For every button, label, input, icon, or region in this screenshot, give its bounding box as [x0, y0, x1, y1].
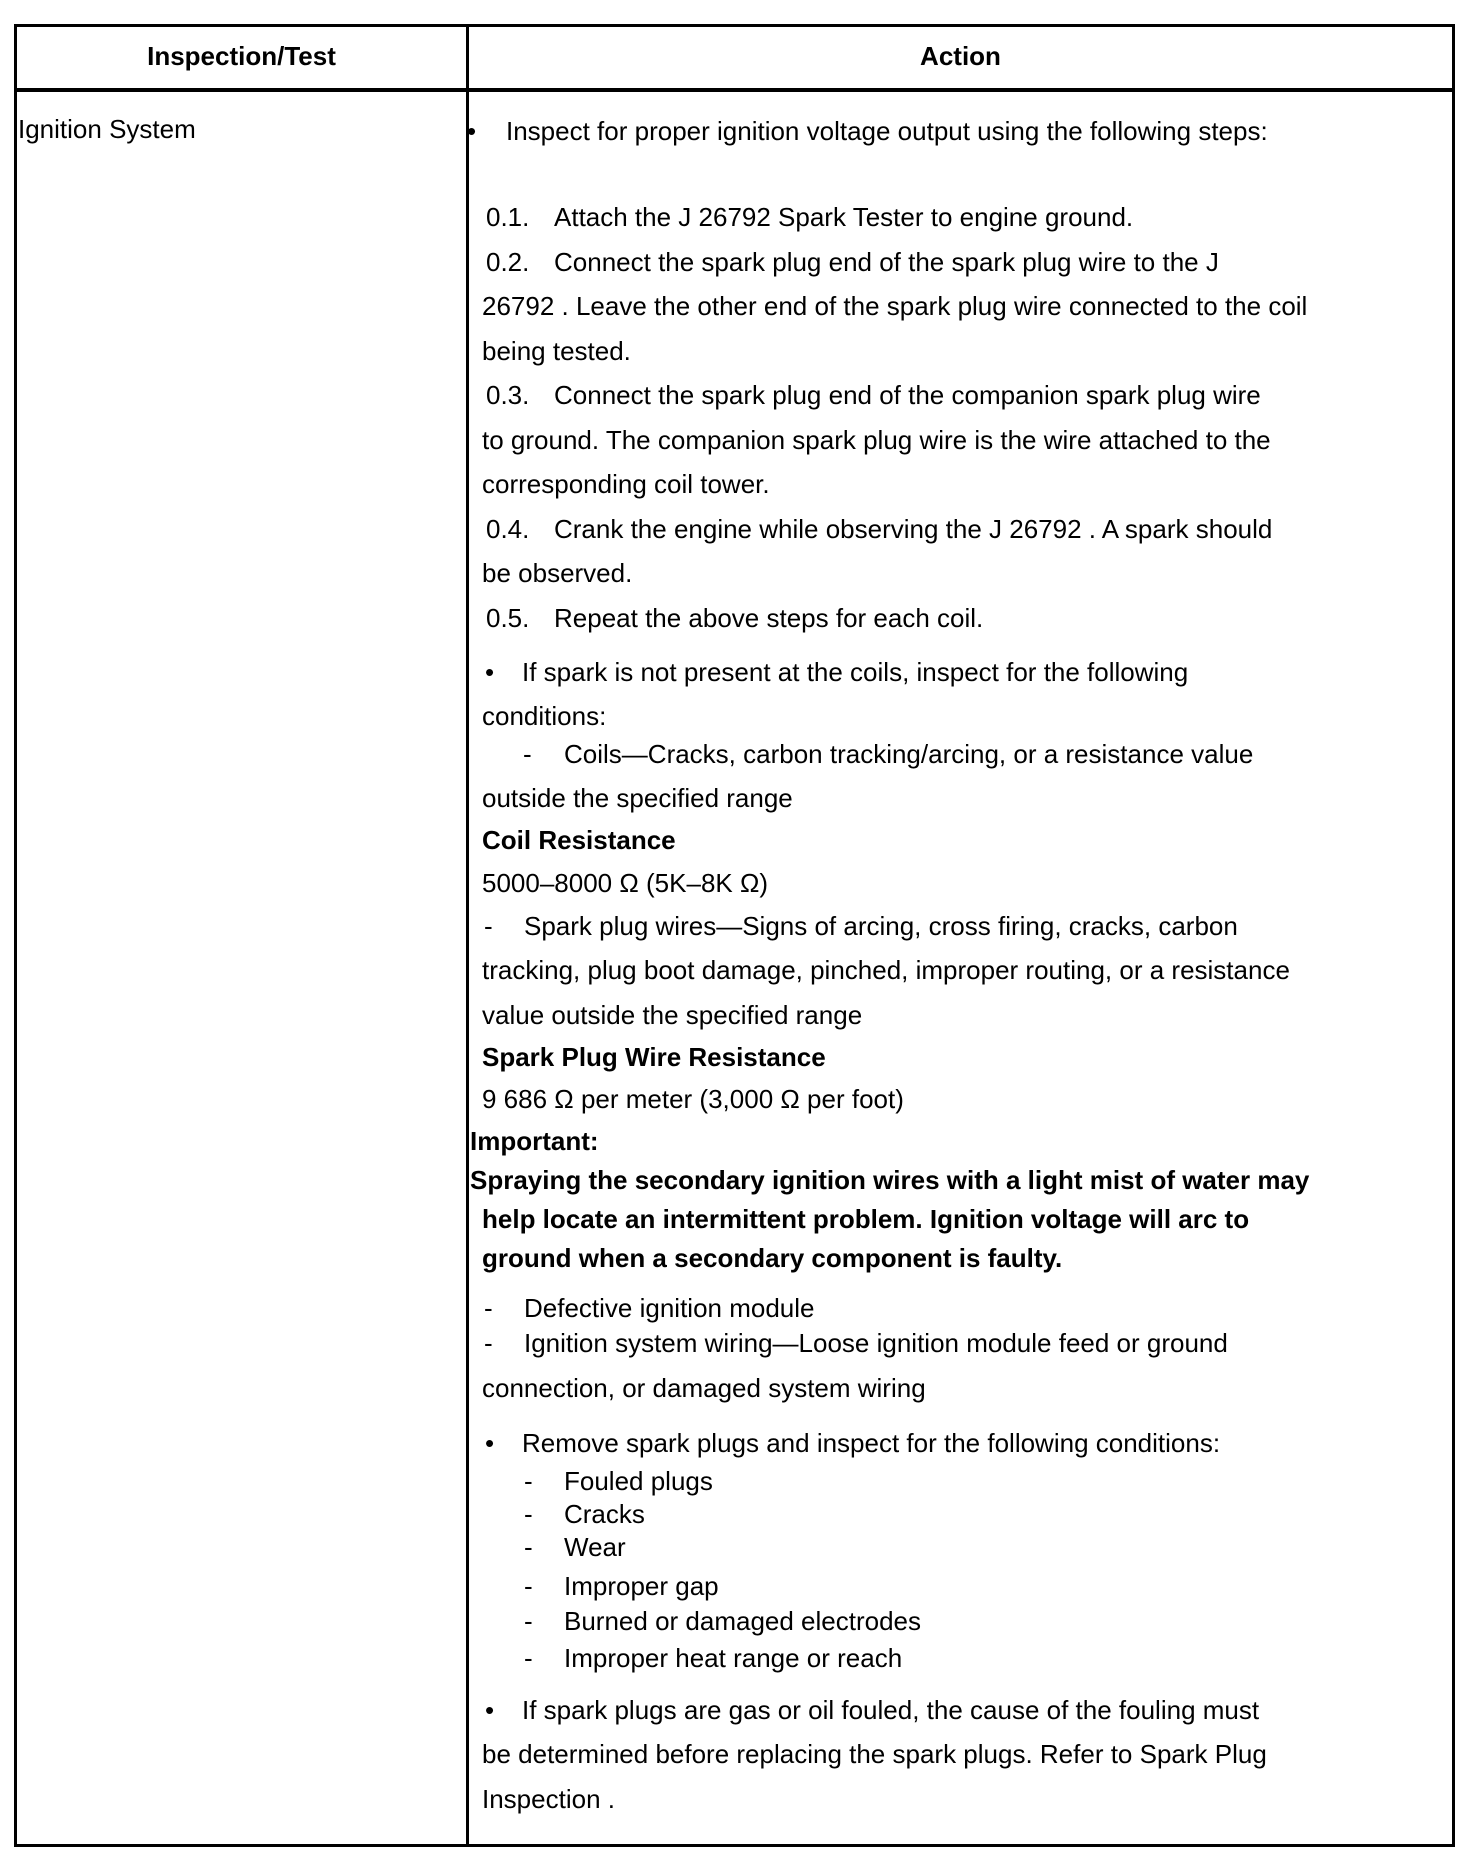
- header-action: Action: [920, 41, 1001, 71]
- bullet-icon: •: [485, 1428, 495, 1458]
- wiring-text: Ignition system wiring—Loose ignition module feed or ground: [524, 1328, 1228, 1358]
- wire-resistance-heading: Spark Plug Wire Resistance: [482, 1042, 826, 1072]
- dash-icon: -: [484, 1293, 493, 1323]
- plug-condition-item: Burned or damaged electrodes: [564, 1606, 922, 1636]
- wires-text: Spark plug wires—Signs of arcing, cross firing, cracks, carbon: [524, 911, 1238, 941]
- plug-condition-item: Fouled plugs: [564, 1466, 713, 1496]
- wires-text: tracking, plug boot damage, pinched, improper routing, or a resistance: [482, 955, 1290, 985]
- dash-icon: -: [524, 1571, 533, 1601]
- important-text: help locate an intermittent problem. Ignition voltage will arc to: [482, 1204, 1250, 1234]
- bullet-icon: •: [467, 116, 477, 146]
- no-spark-text: conditions:: [482, 701, 607, 731]
- defective-module-text: Defective ignition module: [524, 1293, 815, 1323]
- step-text: Attach the J 26792 Spark Tester to engine ground.: [554, 202, 1134, 232]
- step-text: Crank the engine while observing the J 26792 . A spark should: [554, 514, 1273, 544]
- step-text: corresponding coil tower.: [482, 469, 770, 499]
- remove-plugs-text: Remove spark plugs and inspect for the following conditions:: [522, 1428, 1221, 1458]
- step-text: to ground. The companion spark plug wire is the wire attached to the: [482, 425, 1271, 455]
- step-text: be observed.: [482, 558, 633, 588]
- fouled-text: Inspection .: [482, 1784, 615, 1814]
- step-text: Connect the spark plug end of the spark plug wire to the J: [554, 247, 1219, 277]
- dash-icon: -: [523, 739, 532, 769]
- dash-icon: -: [524, 1643, 533, 1673]
- step-text: 26792 . Leave the other end of the spark plug wire connected to the coil: [482, 291, 1308, 321]
- step-number: 0.1.: [486, 202, 530, 232]
- coil-resistance-value: 5000–8000 Ω (5K–8K Ω): [482, 868, 769, 898]
- fouled-text: If spark plugs are gas or oil fouled, the cause of the fouling must: [522, 1695, 1260, 1725]
- step-text: Connect the spark plug end of the companion spark plug wire: [554, 380, 1261, 410]
- fouled-text: be determined before replacing the spark plugs. Refer to Spark Plug: [482, 1739, 1267, 1769]
- dash-icon: -: [524, 1532, 533, 1562]
- important-label: Important:: [470, 1126, 599, 1156]
- important-text: Spraying the secondary ignition wires with a light mist of water may: [470, 1165, 1310, 1195]
- no-spark-text: If spark is not present at the coils, inspect for the following: [522, 657, 1189, 687]
- plug-condition-item: Cracks: [564, 1499, 645, 1529]
- dash-icon: -: [484, 1328, 493, 1358]
- step-text: Repeat the above steps for each coil.: [554, 603, 984, 633]
- column-divider: [466, 24, 469, 1847]
- step-number: 0.5.: [486, 603, 530, 633]
- header-inspection-test: Inspection/Test: [147, 41, 336, 71]
- dash-icon: -: [524, 1606, 533, 1636]
- coil-resistance-heading: Coil Resistance: [482, 825, 676, 855]
- wires-text: value outside the specified range: [482, 1000, 863, 1030]
- important-text: ground when a secondary component is faulty.: [482, 1243, 1063, 1273]
- plug-condition-item: Improper heat range or reach: [564, 1643, 903, 1673]
- intro-text: Inspect for proper ignition voltage output using the following steps:: [506, 116, 1268, 146]
- inspection-cell: Ignition System: [18, 114, 196, 144]
- header-divider: [14, 88, 1455, 92]
- plug-condition-item: Improper gap: [564, 1571, 719, 1601]
- step-number: 0.4.: [486, 514, 530, 544]
- dash-icon: -: [524, 1466, 533, 1496]
- step-number: 0.3.: [486, 380, 530, 410]
- bullet-icon: •: [485, 657, 495, 687]
- step-text: being tested.: [482, 336, 631, 366]
- wiring-text: connection, or damaged system wiring: [482, 1373, 926, 1403]
- coils-text: outside the specified range: [482, 783, 793, 813]
- step-number: 0.2.: [486, 247, 530, 277]
- dash-icon: -: [484, 911, 493, 941]
- plug-condition-item: Wear: [564, 1532, 626, 1562]
- dash-icon: -: [524, 1499, 533, 1529]
- coils-text: Coils—Cracks, carbon tracking/arcing, or a resistance value: [564, 739, 1254, 769]
- bullet-icon: •: [485, 1695, 495, 1725]
- wire-resistance-value: 9 686 Ω per meter (3,000 Ω per foot): [482, 1084, 904, 1114]
